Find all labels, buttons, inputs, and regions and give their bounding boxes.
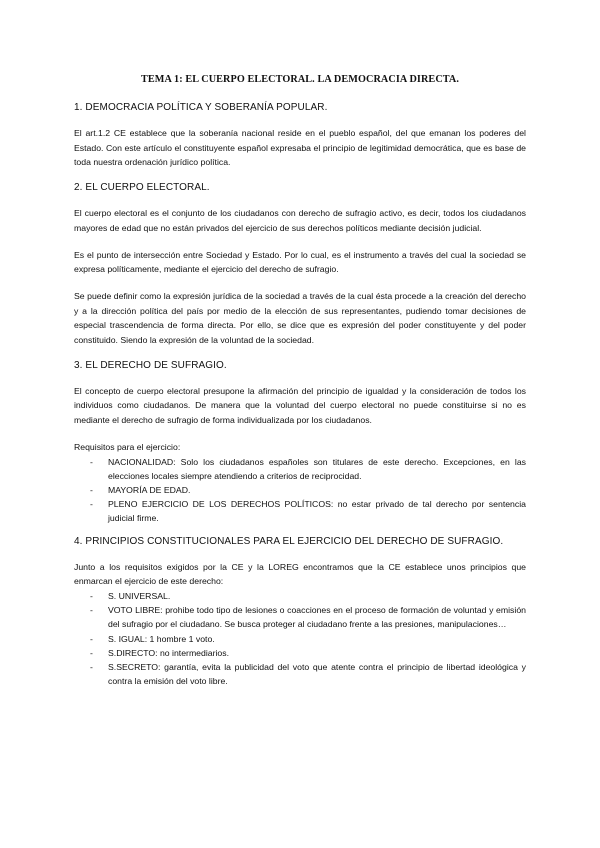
list-dash: - [90, 661, 93, 672]
list-item: - S.DIRECTO: no intermediarios. [74, 646, 526, 660]
list-dash: - [90, 633, 93, 644]
list-dash: - [90, 605, 93, 616]
requirements-list [74, 455, 526, 526]
document-page [74, 74, 526, 698]
list-dash: - [90, 590, 93, 601]
list-dash: - [90, 456, 93, 467]
list-item: - PLENO EJERCICIO DE LOS DERECHOS POLÍTICOS: no estar privado de tal derecho por sentencia judicial firme. [90, 499, 526, 524]
document-title: TEMA 1: EL CUERPO ELECTORAL. LA DEMOCRACIA DIRECTA. [140, 74, 460, 85]
section-3-paragraph-1: El concepto de cuerpo electoral presupone la afirmación del principio de igualdad y la consideración de todos los individuos como ciudadanos. De manera que la voluntad del cuerpo electoral no puede constituirse si no es mediante el derecho de sufragio de forma individualizada por los ciudadanos. [74, 385, 526, 426]
section-4-heading: 4. PRINCIPIOS CONSTITUCIONALES PARA EL EJERCICIO DEL DERECHO DE SUFRAGIO. [74, 535, 504, 547]
section-1-heading: 1. DEMOCRACIA POLÍTICA Y SOBERANÍA POPULAR. [74, 102, 328, 113]
list-item: - VOTO LIBRE: prohibe todo tipo de lesiones o coacciones en el proceso de formación de voluntad y emisión del sufragio por el ciudadano. Se busca proteger al ciudadano frente a las presiones, manipulaciones… [90, 605, 526, 630]
section-2-heading: 2. EL CUERPO ELECTORAL. [74, 182, 210, 194]
list-item: - S. IGUAL: 1 hombre 1 voto. [74, 632, 526, 646]
list-item: - S. UNIVERSAL. [74, 589, 526, 603]
section-2-paragraph-3: Se puede definir como la expresión jurídica de la sociedad a través de la cual ésta procede a la creación del derecho y a la dirección política del país por medio de la elección de sus representantes, pudiendo tomar decisiones de especial trascendencia de forma directa. Por ello, se dice que es expresión del poder constituyente y del poder constituido. Siendo la expresión de la voluntad de la sociedad. [74, 290, 526, 346]
list-dash: - [90, 484, 93, 495]
section-2-paragraph-2: Es el punto de intersección entre Sociedad y Estado. Por lo cual, es el instrumento a través del cual la sociedad se expresa políticamente, mediante el ejercicio del derecho de sufragio. [74, 249, 526, 275]
requirements-title: Requisitos para el ejercicio: [74, 441, 181, 452]
principles-list [74, 589, 526, 688]
list-item: - NACIONALIDAD: Solo los ciudadanos españoles son titulares de este derecho. Excepciones, en las elecciones locales siempre atendiendo a criterios de reciprocidad. [90, 456, 526, 481]
list-dash: - [90, 647, 93, 658]
section-1-paragraph-1: El art.1.2 CE establece que la soberanía nacional reside en el pueblo español, del que emanan los poderes del Estado. Con este artículo el constituyente español expresaba el principio de legitimidad democrática, que es base de toda nuestra ordenación jurídico política. [74, 128, 526, 168]
list-item: - MAYORÍA DE EDAD. [74, 483, 526, 497]
list-item: - S.SECRETO: garantía, evita la publicidad del voto que atente contra el principio de libertad ideológica y contra la emisión del voto libre. [90, 661, 526, 687]
section-2-paragraph-1: El cuerpo electoral es el conjunto de los ciudadanos con derecho de sufragio activo, es decir, todos los ciudadanos mayores de edad que no están privados del ejercicio de sus derechos políticos mediante decisión judicial. [74, 208, 526, 233]
section-3-heading: 3. EL DERECHO DE SUFRAGIO. [74, 359, 227, 371]
section-4-paragraph-1: Junto a los requisitos exigidos por la CE y la LOREG encontramos que la CE establece unos principios que enmarcan el ejercicio de este derecho: [74, 561, 526, 587]
list-dash: - [90, 499, 93, 510]
